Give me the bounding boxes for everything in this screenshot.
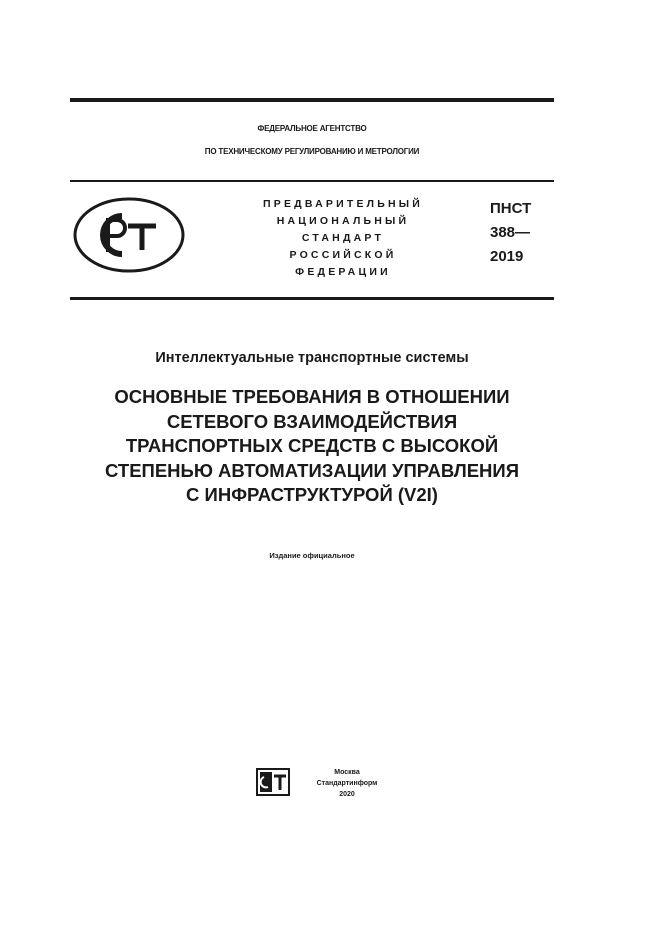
document-title: [70, 385, 554, 508]
standard-type-line: СТАНДАРТ: [301, 232, 385, 244]
standard-type: [240, 196, 446, 281]
edition-note: Издание официальное: [269, 551, 355, 560]
standard-code: ПНСТ: [490, 200, 532, 217]
agency-line-1: ФЕДЕРАЛЬНОЕ АГЕНТСТВО: [257, 124, 367, 133]
standard-type-line: ПРЕДВАРИТЕЛЬНЫЙ: [263, 198, 423, 210]
title-line: СТЕПЕНЬЮ АВТОМАТИЗАЦИИ УПРАВЛЕНИЯ: [105, 459, 519, 481]
publisher-city: Москва: [334, 769, 360, 776]
document-subject: Интеллектуальные транспортные системы: [155, 350, 469, 366]
standard-type-line: ФЕДЕРАЦИИ: [295, 266, 391, 278]
title-divider: [70, 297, 554, 300]
agency-line-2: ПО ТЕХНИЧЕСКОМУ РЕГУЛИРОВАНИЮ И МЕТРОЛОГИИ: [204, 147, 420, 156]
gost-r-logo-icon: [72, 196, 186, 274]
publisher-block: [292, 767, 402, 800]
publisher-name: Стандартинформ: [316, 780, 378, 787]
standartinform-logo-icon: [256, 768, 290, 796]
title-line: ТРАНСПОРТНЫХ СРЕДСТВ С ВЫСОКОЙ: [125, 435, 499, 456]
top-rule: [70, 98, 554, 102]
standard-type-line: НАЦИОНАЛЬНЫЙ: [276, 215, 410, 227]
standard-designation: [490, 197, 531, 269]
publisher-year: 2020: [339, 791, 355, 798]
standard-number: 388—: [490, 224, 531, 241]
title-line: СЕТЕВОГО ВЗАИМОДЕЙСТВИЯ: [166, 410, 458, 432]
standard-type-line: РОССИЙСКОЙ: [289, 249, 397, 261]
title-line: ОСНОВНЫЕ ТРЕБОВАНИЯ В ОТНОШЕНИИ: [114, 386, 510, 407]
title-line: С ИНФРАСТРУКТУРОЙ (V2I): [186, 484, 438, 505]
header-divider: [70, 180, 554, 182]
standard-year: 2019: [490, 248, 524, 265]
